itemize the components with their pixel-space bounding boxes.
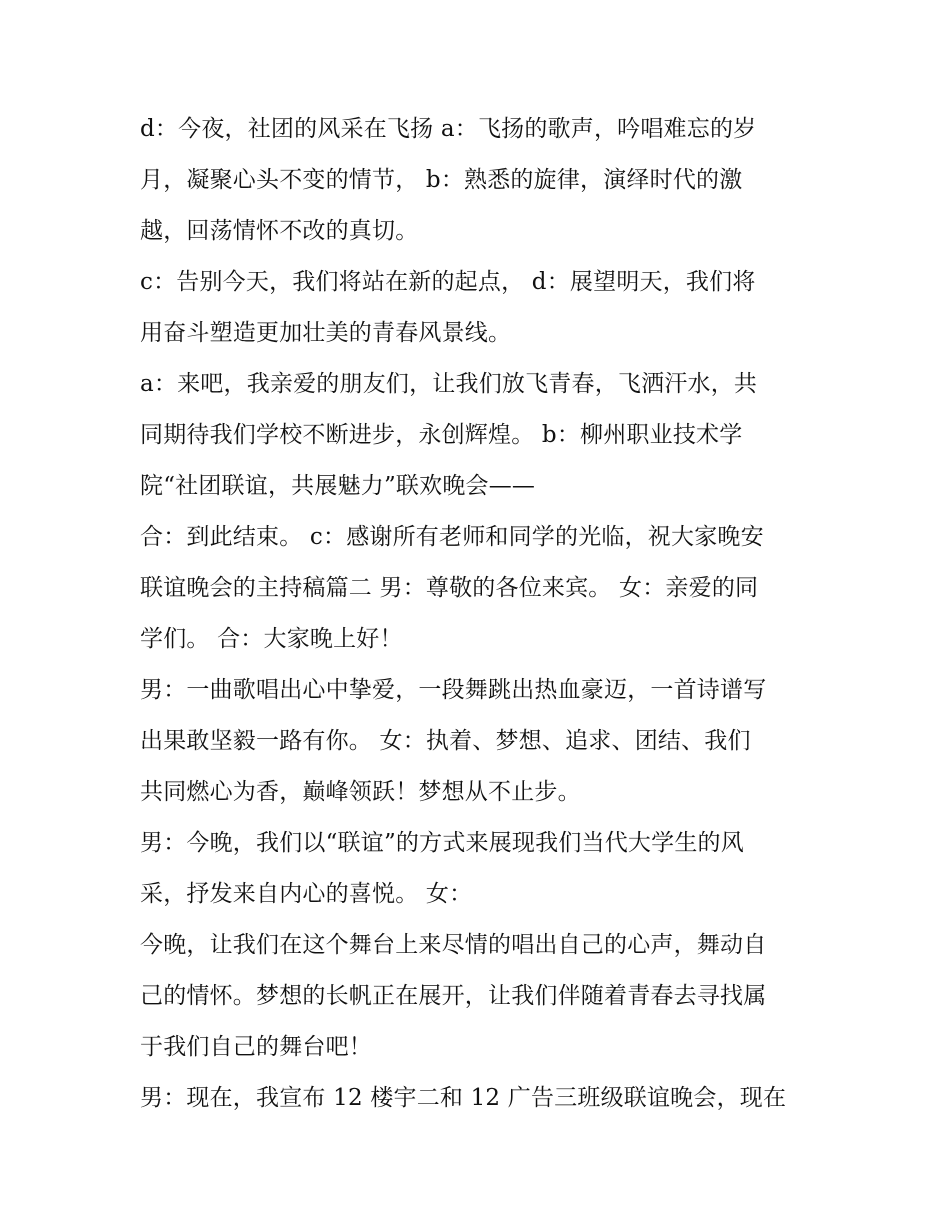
- text-line-5: 用奋斗塑造更加壮美的青春风景线。: [140, 320, 512, 346]
- text-line-14: 共同燃心为香，巅峰领跃！梦想从不止步。: [140, 779, 581, 805]
- text-line-6: a：来吧，我亲爱的朋友们，让我们放飞青春，飞洒汗水，共: [140, 371, 758, 397]
- text-line-16: 采，抒发来自内心的喜悦。 女：: [140, 881, 473, 907]
- text-line-20: 男：现在，我宣布 12 楼宇二和 12 广告三班级联谊晚会，现在: [140, 1085, 787, 1111]
- text-line-3: 越，回荡情怀不改的真切。: [140, 218, 419, 244]
- text-line-12: 男：一曲歌唱出心中挚爱，一段舞跳出热血豪迈，一首诗谱写: [140, 677, 767, 703]
- text-line-13: 出果敢坚毅一路有你。 女：执着、梦想、追求、团结、我们: [140, 728, 751, 754]
- text-line-9: 合：到此结束。 c：感谢所有老师和同学的光临，祝大家晚安: [140, 524, 764, 550]
- document-body: [140, 104, 820, 1124]
- text-line-18: 己的情怀。梦想的长帆正在展开，让我们伴随着青春去寻找属: [140, 983, 767, 1009]
- text-line-11: 学们。 合：大家晚上好！: [140, 626, 403, 652]
- text-line-4: c：告别今天，我们将站在新的起点， d：展望明天，我们将: [140, 269, 756, 295]
- text-line-15: 男：今晚，我们以“联谊”的方式来展现我们当代大学生的风: [140, 830, 744, 856]
- text-line-8: 院“社团联谊，共展魅力”联欢晚会——: [140, 473, 536, 499]
- text-line-10: 联谊晚会的主持稿篇二 男：尊敬的各位来宾。 女：亲爱的同: [140, 575, 759, 601]
- text-line-1: d：今夜，社团的风采在飞扬 a：飞扬的歌声，吟唱难忘的岁: [140, 116, 757, 142]
- text-line-7: 同期待我们学校不断进步，永创辉煌。 b：柳州职业技术学: [140, 422, 743, 448]
- text-line-2: 月，凝聚心头不变的情节， b：熟悉的旋律，演绎时代的激: [140, 167, 743, 193]
- text-line-17: 今晚，让我们在这个舞台上来尽情的唱出自己的心声，舞动自: [140, 932, 767, 958]
- text-line-19: 于我们自己的舞台吧！: [140, 1034, 372, 1060]
